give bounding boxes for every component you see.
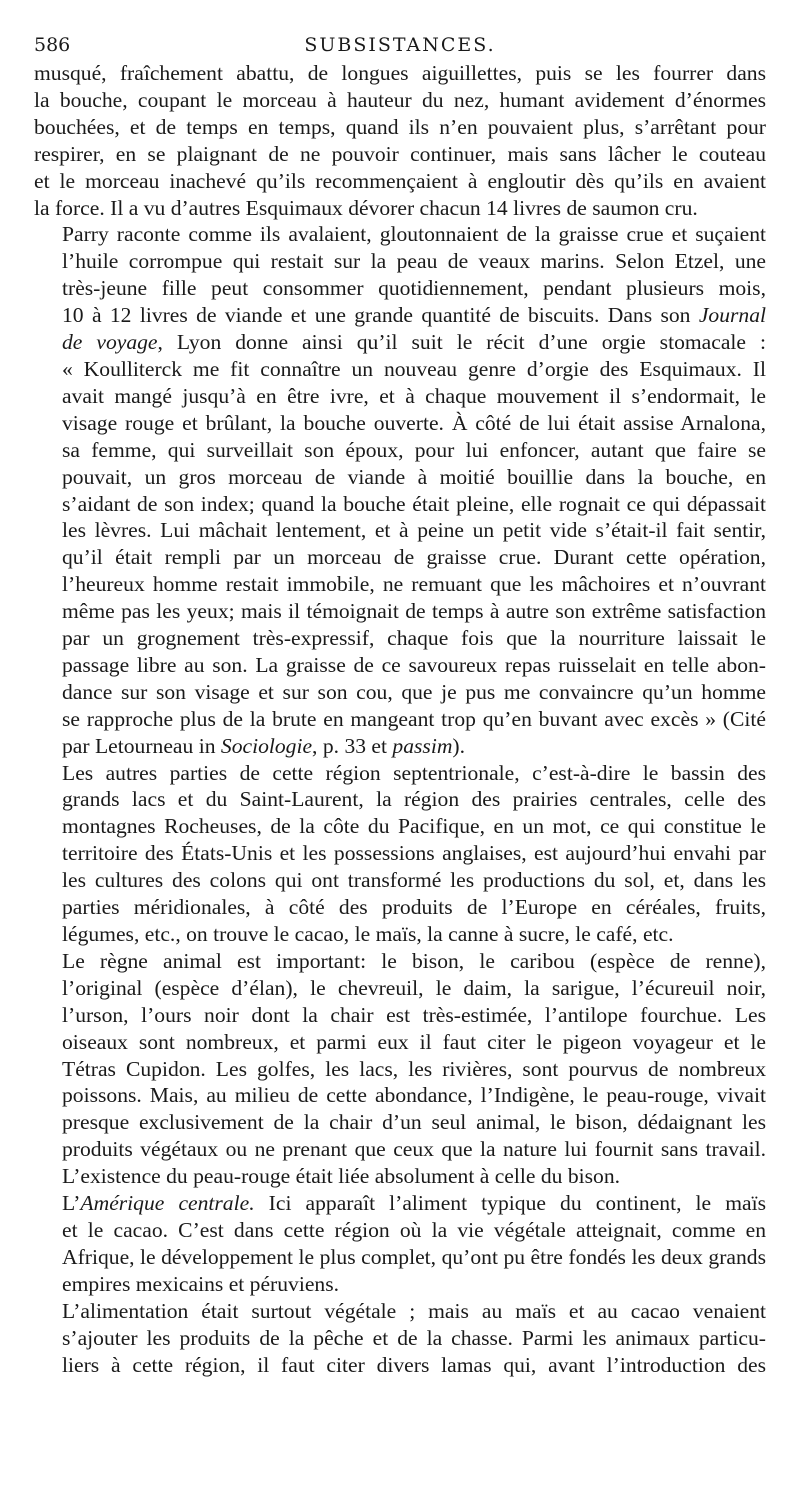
text-line	[34, 1244, 766, 1271]
text-line	[34, 598, 766, 625]
text-line	[34, 437, 766, 464]
text-segment: 10 à 12 livres de viande et une grande quantité de biscuits. Dans son	[62, 303, 699, 328]
text-segment: Sociologie	[220, 733, 313, 758]
text-segment: l’original (espèce d’élan), le chevreuil, le daim, la sarigue, l’écureuil noir,	[62, 975, 766, 1000]
text-segment: Les autres parties de cette région septentrionale, c’est-à-dire le bassin des	[62, 760, 766, 785]
text-segment: les cultures des colons qui ont transformé les productions du sol, et, dans les	[62, 868, 766, 893]
text-line	[34, 410, 766, 437]
paragraph	[34, 948, 766, 1190]
text-line	[34, 1190, 766, 1217]
text-line	[34, 60, 766, 87]
text-segment: l’heureux homme restait immobile, ne remuant que les mâchoires et n’ouvrant	[62, 572, 766, 597]
text-segment: parties méridionales, à côté des produits de l’Europe en céréales, fruits,	[62, 895, 766, 920]
text-segment: montagnes Rocheuses, de la côte du Pacifique, en un mot, ce qui constitue le	[62, 814, 766, 839]
text-segment: Journal	[698, 303, 766, 328]
text-segment: poissons. Mais, au milieu de cette abondance, l’Indigène, le peau-rouge, vivait	[62, 1083, 766, 1108]
text-segment: par un grognement très-expressif, chaque fois que la nourriture laissait le	[62, 626, 766, 651]
text-line	[34, 867, 766, 894]
text-segment: empires mexicains et péruviens.	[62, 1271, 340, 1296]
text-line	[34, 1029, 766, 1056]
text-line	[34, 383, 766, 410]
text-segment: , Lyon donne ainsi qu’il suit le récit d’une orgie stomacale :	[157, 330, 766, 355]
text-line	[34, 975, 766, 1002]
text-segment: Tétras Cupidon. Les golfes, les lacs, les rivières, sont pourvus de nombreux	[62, 1056, 766, 1081]
text-line	[34, 114, 766, 141]
text-line	[34, 141, 766, 168]
text-line	[34, 1163, 766, 1190]
text-line	[34, 221, 766, 248]
text-segment: très-jeune fille peut consommer quotidiennement, pendant plusieurs mois,	[62, 276, 766, 301]
text-line	[34, 652, 766, 679]
text-segment: L’alimentation était surtout végétale ; mais au maïs et au cacao venaient	[62, 1298, 766, 1323]
text-segment: territoire des États-Unis et les possessions anglaises, est aujourd’hui envahi par	[62, 841, 766, 866]
text-segment: s’aidant de son index; quand la bouche était pleine, elle rognait ce qui dépassait	[62, 491, 766, 516]
text-line	[34, 1109, 766, 1136]
text-line	[34, 1136, 766, 1163]
text-segment: l’urson, l’ours noir dont la chair est très-estimée, l’antilope fourchue. Les	[62, 1002, 766, 1027]
text-segment: pouvait, un gros morceau de viande à moitié bouillie dans la bouche, en	[62, 464, 766, 489]
text-line	[34, 706, 766, 733]
text-segment: oiseaux sont nombreux, et parmi eux il faut citer le pigeon voyageur et le	[62, 1029, 766, 1054]
body-text	[34, 60, 766, 1378]
text-line	[34, 329, 766, 356]
text-segment: produits végétaux ou ne prenant que ceux que la nature lui fournit sans travail.	[62, 1137, 766, 1162]
text-segment: se rapproche plus de la brute en mangeant trop qu’en buvant avec excès » (Cité	[62, 706, 766, 731]
text-line	[34, 356, 766, 383]
text-line	[34, 679, 766, 706]
text-line	[34, 1352, 766, 1379]
running-title: SUBSISTANCES.	[304, 34, 496, 56]
text-line	[34, 894, 766, 921]
text-segment: presque exclusivement de la chair d’un seul animal, le bison, dédaignant les	[62, 1110, 766, 1135]
text-line	[34, 733, 766, 760]
text-line	[34, 248, 766, 275]
text-segment: par Letourneau in	[62, 733, 221, 758]
text-line	[34, 87, 766, 114]
text-line	[34, 1082, 766, 1109]
text-segment: respirer, en se plaignant de ne pouvoir continuer, mais sans lâcher le couteau	[34, 141, 766, 166]
text-line	[34, 921, 766, 948]
text-segment: L’	[62, 1191, 81, 1216]
text-line	[34, 948, 766, 975]
text-segment: , p. 33 et	[312, 733, 393, 758]
text-segment: la bouche, coupant le morceau à hauteur du nez, humant avidement d’énormes	[34, 87, 766, 112]
text-segment: même pas les yeux; mais il témoignait de temps à autre son extrême satisfaction	[62, 599, 766, 624]
text-segment: Le règne animal est important: le bison, le caribou (espèce de renne),	[62, 948, 766, 973]
text-line	[34, 760, 766, 787]
text-segment: passim	[392, 733, 453, 758]
text-segment: et le morceau inachevé qu’ils recommençaient à engloutir dès qu’ils en avaient	[34, 168, 766, 193]
text-segment: légumes, etc., on trouve le cacao, le maïs, la canne à sucre, le café, etc.	[62, 922, 674, 946]
text-segment: grands lacs et du Saint-Laurent, la région des prairies centrales, celle des	[62, 787, 766, 812]
text-line	[34, 517, 766, 544]
text-segment: « Koulliterck me fit connaître un nouveau genre d’orgie des Esquimaux. Il	[62, 356, 766, 381]
text-line	[34, 302, 766, 329]
text-segment: avait mangé jusqu’à en être ivre, et à chaque mouvement il s’endormait, le	[62, 383, 766, 408]
text-line	[34, 275, 766, 302]
text-segment: Amérique centrale.	[80, 1191, 255, 1216]
text-segment: L’existence du peau-rouge était liée absolument à celle du bison.	[62, 1164, 621, 1189]
text-line	[34, 195, 766, 222]
text-line	[34, 1217, 766, 1244]
text-segment: liers à cette région, il faut citer divers lamas qui, avant l’introduction des	[62, 1352, 766, 1377]
text-segment: et le cacao. C’est dans cette région où la vie végétale atteignait, comme en	[62, 1217, 766, 1242]
text-segment: la force. Il a vu d’autres Esquimaux dévorer chacun 14 livres de saumon cru.	[34, 195, 698, 220]
text-segment: sa femme, qui surveillait son époux, pour lui enfoncer, autant que faire se	[62, 437, 766, 462]
text-segment: Ici apparaît l’aliment typique du continent, le maïs	[254, 1191, 766, 1216]
paragraph	[34, 1298, 766, 1379]
running-head	[34, 30, 766, 60]
text-line	[34, 786, 766, 813]
paragraph	[34, 760, 766, 948]
text-segment: Afrique, le développement le plus complet, qu’ont pu être fondés les deux grands	[62, 1244, 766, 1269]
paragraph	[34, 1190, 766, 1298]
paragraph	[34, 60, 766, 221]
text-line	[34, 1002, 766, 1029]
text-segment: passage libre au son. La graisse de ce savoureux repas ruisselait en telle abon-	[62, 652, 766, 677]
text-segment: qu’il était rempli par un morceau de graisse crue. Durant cette opération,	[62, 545, 766, 570]
text-line	[34, 840, 766, 867]
text-line	[34, 813, 766, 840]
text-line	[34, 1271, 766, 1298]
text-segment: bouchées, et de temps en temps, quand ils n’en pouvaient plus, s’arrêtant pour	[34, 114, 766, 139]
text-segment: les lèvres. Lui mâchait lentement, et à peine un petit vide s’était-il fait sentir,	[62, 518, 766, 543]
text-segment: s’ajouter les produits de la pêche et de la chasse. Parmi les animaux particu-	[62, 1325, 766, 1350]
text-segment: de voyage	[62, 330, 158, 355]
text-line	[34, 571, 766, 598]
text-line	[34, 1056, 766, 1083]
text-line	[34, 1298, 766, 1325]
text-segment: dance sur son visage et sur son cou, que je pus me convaincre qu’un homme	[62, 679, 766, 704]
text-line	[34, 544, 766, 571]
text-segment: musqué, fraîchement abattu, de longues aiguillettes, puis se les fourrer dans	[34, 61, 766, 85]
text-line	[34, 491, 766, 518]
text-line	[34, 464, 766, 491]
text-segment: visage rouge et brûlant, la bouche ouverte. À côté de lui était assise Arnalona,	[62, 410, 766, 435]
text-line	[34, 625, 766, 652]
text-segment: Parry raconte comme ils avalaient, gloutonnaient de la graisse crue et suçaient	[62, 222, 766, 247]
page-number: 586	[34, 34, 71, 56]
text-line	[34, 168, 766, 195]
text-segment: ).	[452, 733, 466, 758]
text-segment: l’huile corrompue qui restait sur la peau de veaux marins. Selon Etzel, une	[62, 249, 766, 274]
paragraph	[34, 221, 766, 759]
text-line	[34, 1325, 766, 1352]
